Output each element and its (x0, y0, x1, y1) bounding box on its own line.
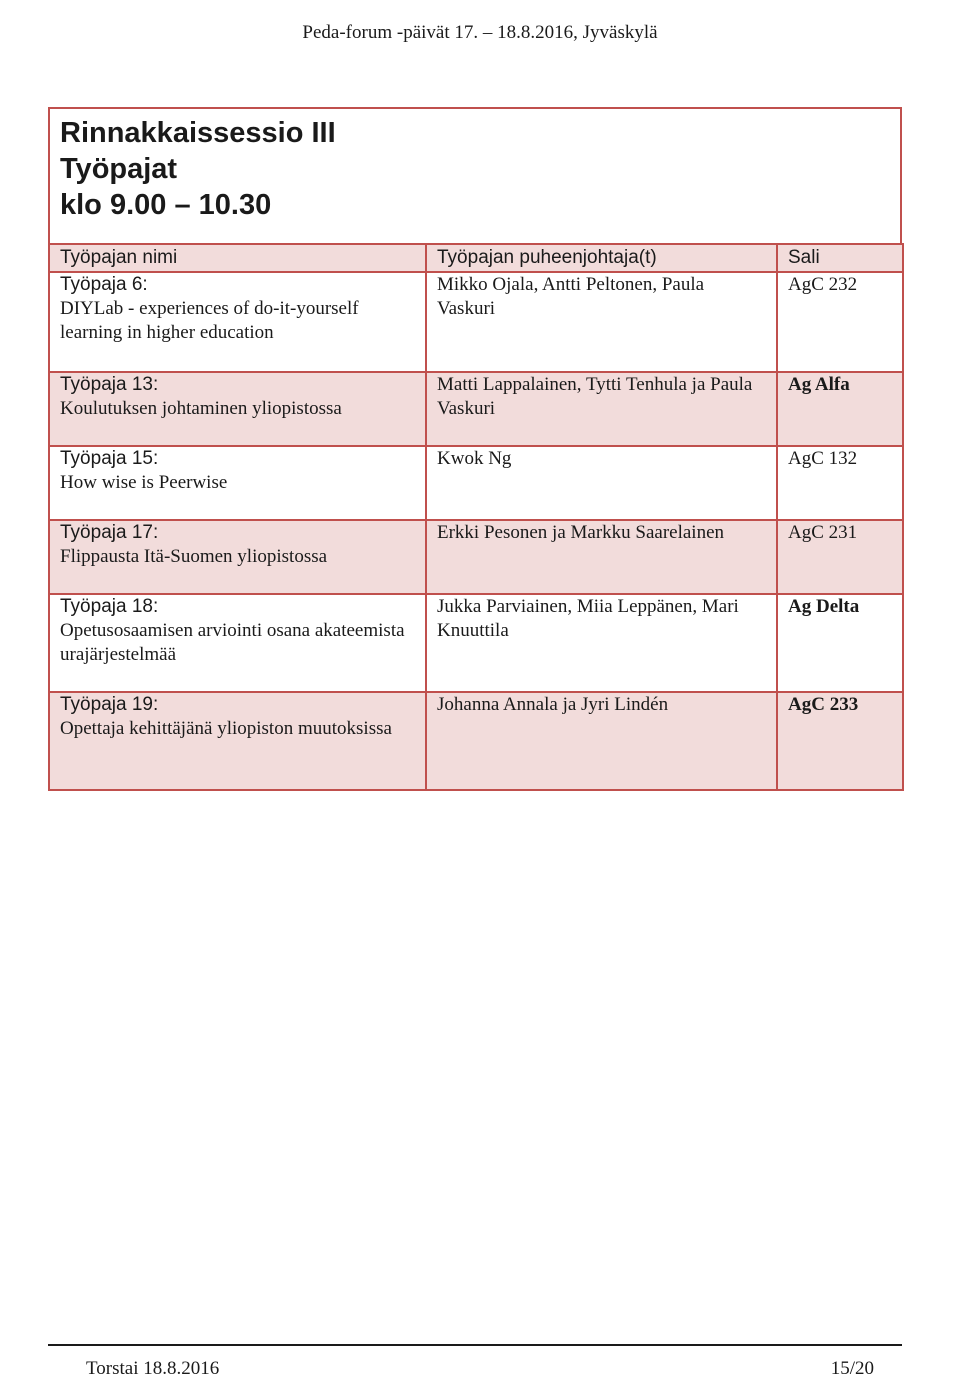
table-row (49, 594, 903, 692)
workshop-table (48, 243, 904, 791)
table-row (49, 520, 903, 594)
workshop-cell (49, 372, 426, 446)
header-chairs: Työpajan puheenjohtaja(t) (426, 244, 777, 272)
workshop-room: Ag Delta (777, 594, 903, 692)
page-number: 15/20 (830, 1358, 874, 1379)
footer-date: Torstai 18.8.2016 (86, 1358, 220, 1379)
workshop-name: DIYLab - experiences of do-it-yourself learning in higher education (60, 298, 359, 343)
workshop-chairs: Johanna Annala ja Jyri Lindén (426, 692, 777, 790)
workshop-name: Flippausta Itä-Suomen yliopistossa (60, 546, 328, 567)
session-time: klo 9.00 – 10.30 (60, 189, 272, 221)
workshop-room: Ag Alfa (777, 372, 903, 446)
workshop-name: Opetusosaamisen arviointi osana akateemista urajärjestelmää (60, 620, 405, 665)
table-row (49, 692, 903, 790)
workshop-number: Työpaja 15: (60, 448, 159, 469)
session-title-box (48, 107, 902, 243)
header-room: Sali (777, 244, 903, 272)
header-workshop-name: Työpajan nimi (49, 244, 426, 272)
workshop-number: Työpaja 13: (60, 374, 159, 395)
workshop-room: AgC 132 (777, 446, 903, 520)
workshop-chairs: Jukka Parviainen, Miia Leppänen, Mari Knuuttila (426, 594, 777, 692)
page-header: Peda-forum -päivät 17. – 18.8.2016, Jyväskylä (302, 22, 658, 43)
workshop-chairs: Matti Lappalainen, Tytti Tenhula ja Paula Vaskuri (426, 372, 777, 446)
workshop-number: Työpaja 18: (60, 596, 159, 617)
workshop-number: Työpaja 17: (60, 522, 159, 543)
session-subtitle: Työpajat (60, 153, 178, 185)
workshop-room: AgC 231 (777, 520, 903, 594)
workshop-cell (49, 692, 426, 790)
workshop-name: Opettaja kehittäjänä yliopiston muutoksissa (60, 718, 392, 739)
workshop-cell (49, 520, 426, 594)
table-row (49, 446, 903, 520)
workshop-chairs: Erkki Pesonen ja Markku Saarelainen (426, 520, 777, 594)
workshop-cell (49, 446, 426, 520)
session-title: Rinnakkaissessio III (60, 117, 336, 149)
workshop-number: Työpaja 6: (60, 274, 148, 295)
table-header-row (49, 244, 903, 272)
table-row (49, 272, 903, 372)
workshop-name: Koulutuksen johtaminen yliopistossa (60, 398, 342, 419)
workshop-chairs: Mikko Ojala, Antti Peltonen, Paula Vaskuri (426, 272, 777, 372)
workshop-name: How wise is Peerwise (60, 472, 228, 493)
table-row (49, 372, 903, 446)
page-footer (48, 1344, 902, 1384)
workshop-number: Työpaja 19: (60, 694, 159, 715)
workshop-chairs: Kwok Ng (426, 446, 777, 520)
workshop-room: AgC 233 (777, 692, 903, 790)
workshop-cell (49, 594, 426, 692)
workshop-cell (49, 272, 426, 372)
workshop-room: AgC 232 (777, 272, 903, 372)
